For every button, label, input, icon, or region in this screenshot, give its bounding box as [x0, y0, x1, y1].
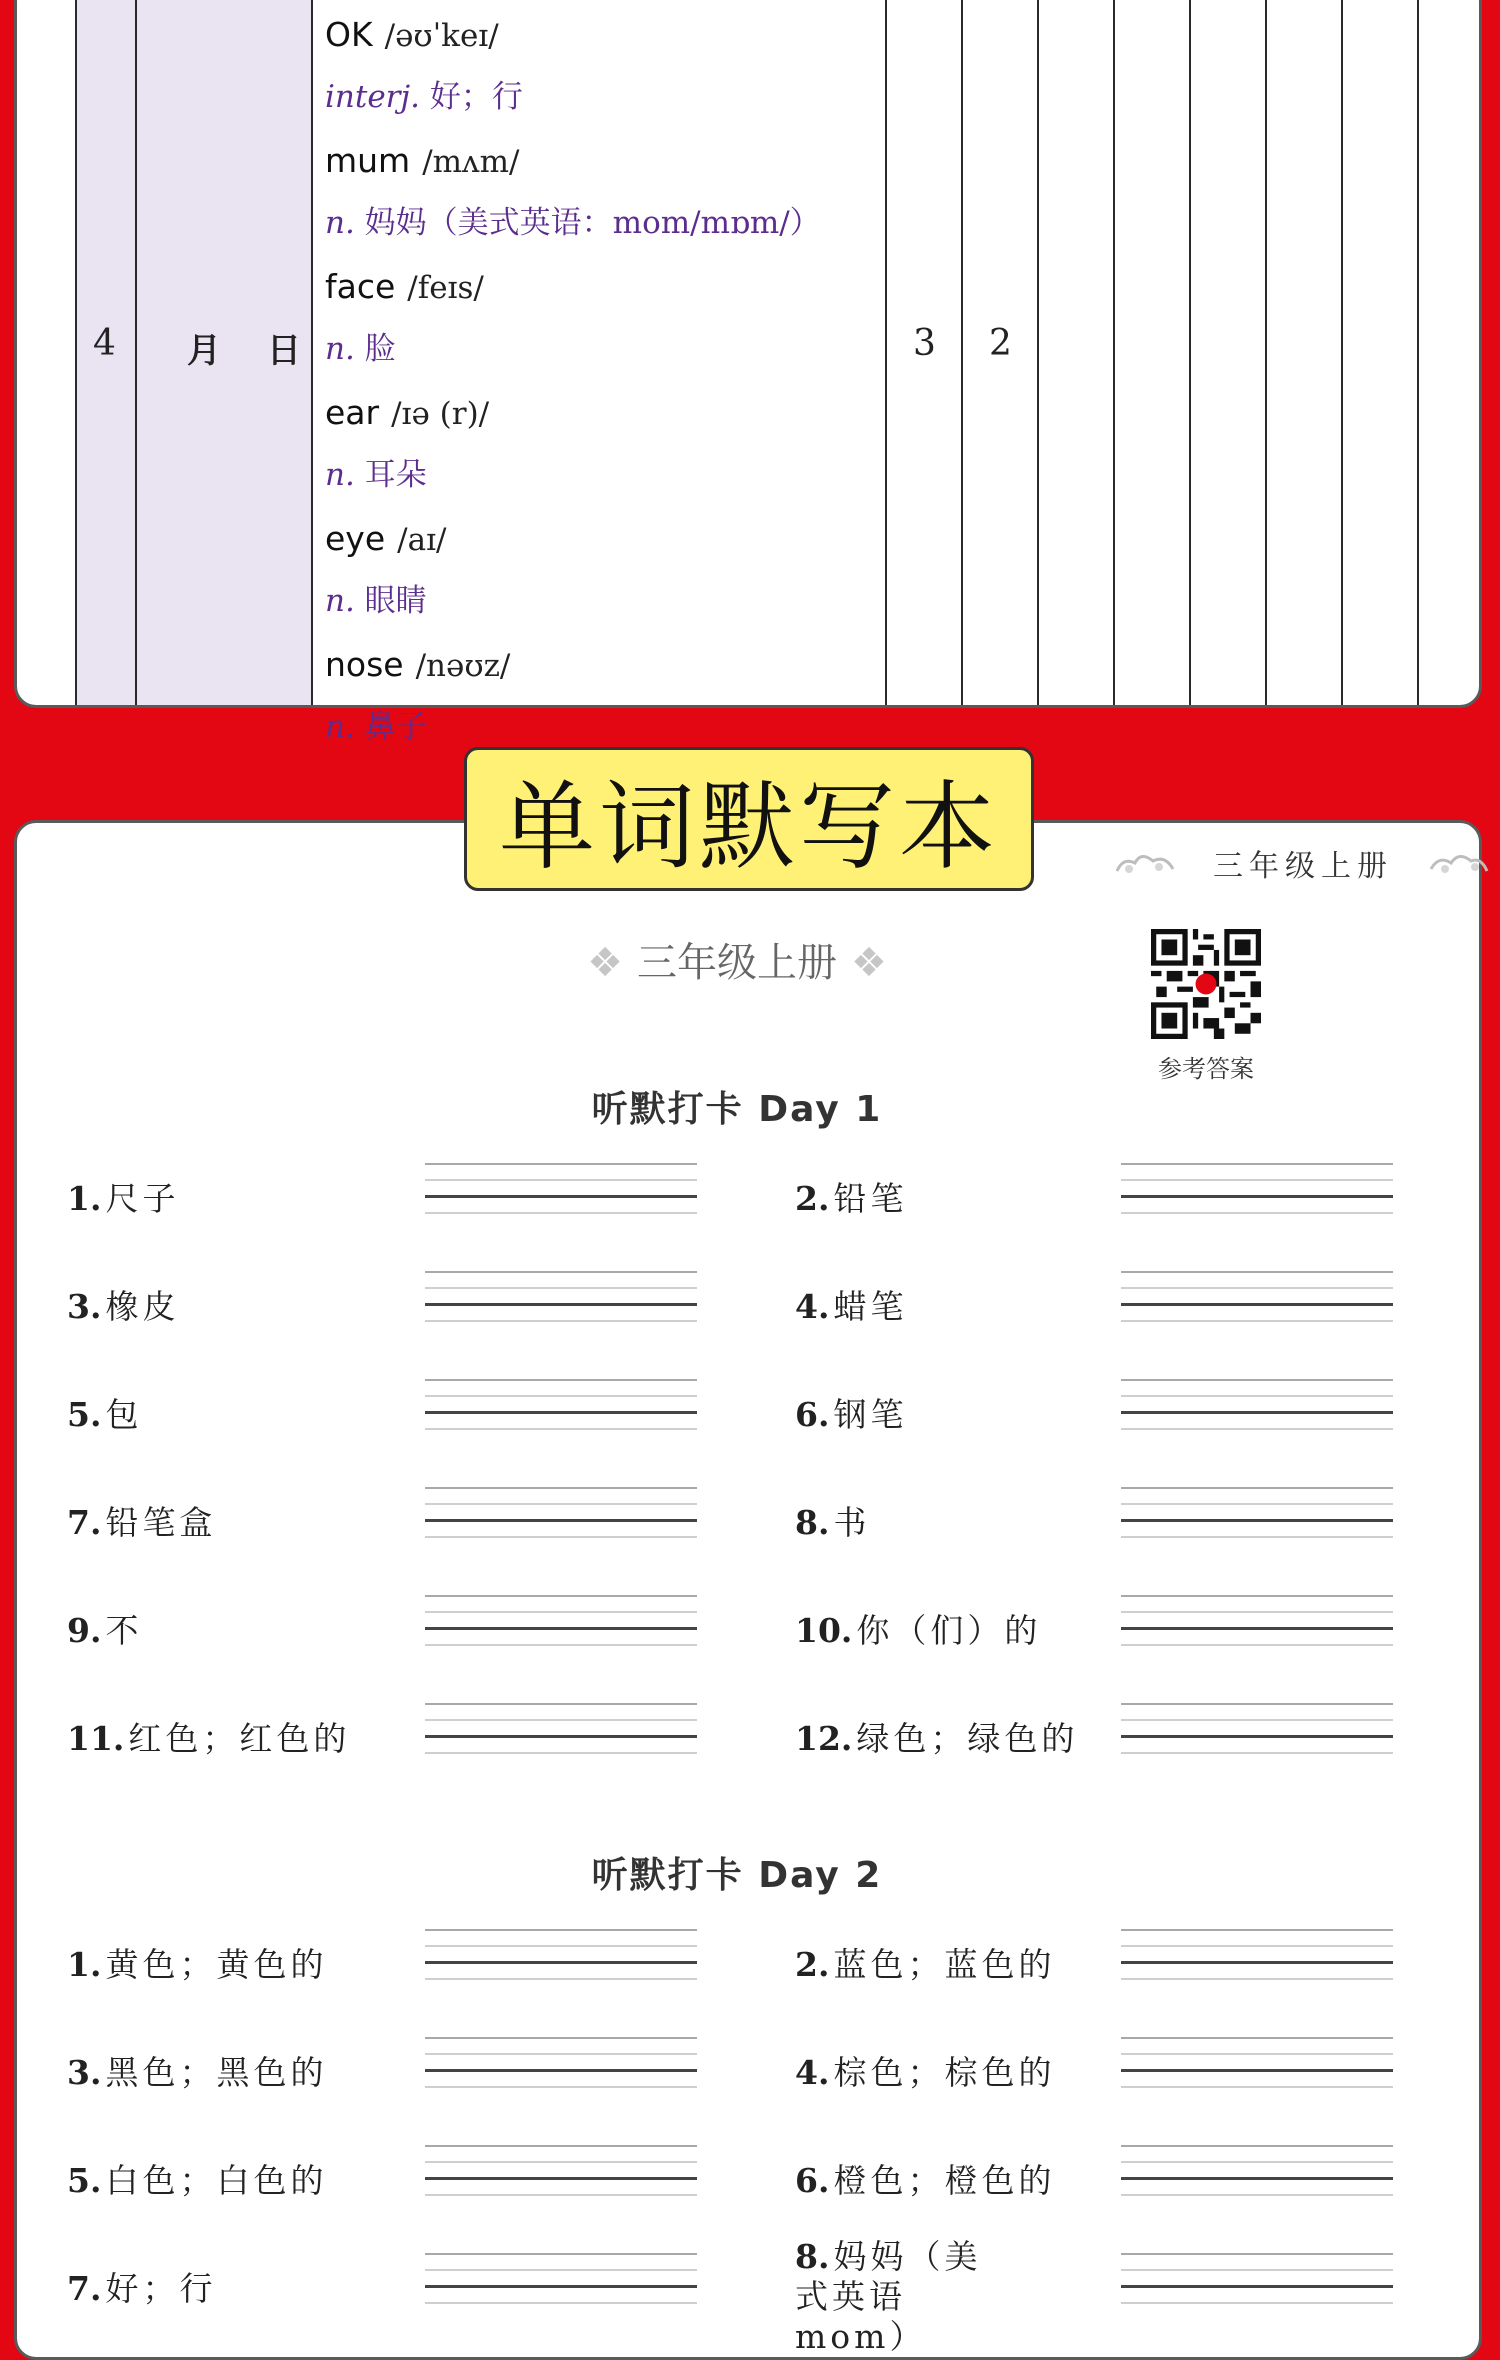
cloud-ornament-icon [1113, 849, 1177, 877]
row-number: 4 [93, 323, 116, 364]
word-entry: OK /əʊˈkeɪ/ [325, 15, 499, 54]
dictation-item: 3. 黑色；黑色的 [67, 2053, 328, 2092]
grade-label: 三年级上册 [1213, 849, 1393, 884]
title-banner: 单词默写本 [464, 747, 1034, 891]
dictation-item: 8. 妈妈（美式英语 mom） [795, 2237, 982, 2356]
writing-lines[interactable] [425, 1163, 697, 1215]
writing-lines[interactable] [425, 1379, 697, 1431]
writing-lines[interactable] [425, 1271, 697, 1323]
writing-lines[interactable] [1121, 1271, 1393, 1323]
dictation-item: 6. 橙色；橙色的 [795, 2161, 1056, 2200]
dictation-item: 5. 包 [67, 1395, 143, 1434]
writing-lines[interactable] [1121, 1595, 1393, 1647]
word-meaning: interj. 好；行 [325, 79, 523, 115]
qr-code-icon[interactable] [1151, 929, 1261, 1039]
writing-lines[interactable] [1121, 2145, 1393, 2197]
writing-lines[interactable] [425, 2145, 697, 2197]
word-meaning: n. 鼻子 [325, 709, 427, 745]
day-label: 日 [267, 331, 301, 371]
word-meaning: n. 耳朵 [325, 457, 427, 493]
dictation-item: 11. 红色；红色的 [67, 1719, 351, 1758]
word-entry: mum /mʌm/ [325, 141, 520, 180]
word-entry: ear /ɪə (r)/ [325, 393, 490, 432]
count-cell-1: 3 [913, 323, 936, 364]
dictation-item: 8. 书 [795, 1503, 871, 1542]
dictation-worksheet [14, 820, 1482, 2360]
writing-lines[interactable] [425, 2253, 697, 2305]
dictation-item: 9. 不 [67, 1611, 143, 1650]
word-meaning: n. 眼睛 [325, 583, 427, 619]
dictation-item: 12. 绿色；绿色的 [795, 1719, 1079, 1758]
writing-lines[interactable] [1121, 1379, 1393, 1431]
dictation-item: 3. 橡皮 [67, 1287, 180, 1326]
qr-code-label: 参考答案 [1158, 1055, 1254, 1083]
dictation-item: 4. 棕色；棕色的 [795, 2053, 1056, 2092]
vocabulary-table [14, 0, 1482, 745]
dictation-item: 5. 白色；白色的 [67, 2161, 328, 2200]
writing-lines[interactable] [1121, 1703, 1393, 1755]
dictation-item: 10. 你（们）的 [795, 1611, 1042, 1650]
word-entry: eye /aɪ/ [325, 519, 447, 558]
word-entry: face /feɪs/ [325, 267, 484, 306]
dictation-item: 2. 蓝色；蓝色的 [795, 1945, 1056, 1984]
word-list [325, 3, 821, 759]
word-entry: nose /nəʊz/ [325, 645, 511, 684]
day-1-title: 听默打卡 Day 1 [591, 1089, 883, 1130]
writing-lines[interactable] [1121, 1487, 1393, 1539]
dictation-item: 2. 铅笔 [795, 1179, 908, 1218]
writing-lines[interactable] [1121, 1163, 1393, 1215]
word-meaning: n. 妈妈（美式英语：mom/mɒm/） [325, 205, 821, 241]
cloud-ornament-icon [1427, 849, 1491, 877]
writing-lines[interactable] [425, 1703, 697, 1755]
dictation-item: 6. 钢笔 [795, 1395, 908, 1434]
diamond-icon: ❖ [851, 940, 887, 986]
writing-lines[interactable] [425, 1595, 697, 1647]
writing-lines[interactable] [1121, 2037, 1393, 2089]
day-2-title: 听默打卡 Day 2 [591, 1855, 883, 1896]
diamond-icon: ❖ [587, 940, 623, 986]
section-subtitle: ❖ 三年级上册 ❖ [587, 940, 887, 986]
dictation-item: 4. 蜡笔 [795, 1287, 908, 1326]
dictation-item: 7. 铅笔盒 [67, 1503, 217, 1542]
count-cell-2: 2 [989, 323, 1012, 364]
writing-lines[interactable] [425, 2037, 697, 2089]
dictation-item: 1. 黄色；黄色的 [67, 1945, 328, 1984]
month-label: 月 [187, 331, 221, 371]
dictation-item: 1. 尺子 [67, 1179, 180, 1218]
word-meaning: n. 脸 [325, 331, 396, 367]
dictation-item: 7. 好；行 [67, 2269, 217, 2308]
writing-lines[interactable] [1121, 2253, 1393, 2305]
writing-lines[interactable] [425, 1487, 697, 1539]
writing-lines[interactable] [1121, 1929, 1393, 1981]
writing-lines[interactable] [425, 1929, 697, 1981]
